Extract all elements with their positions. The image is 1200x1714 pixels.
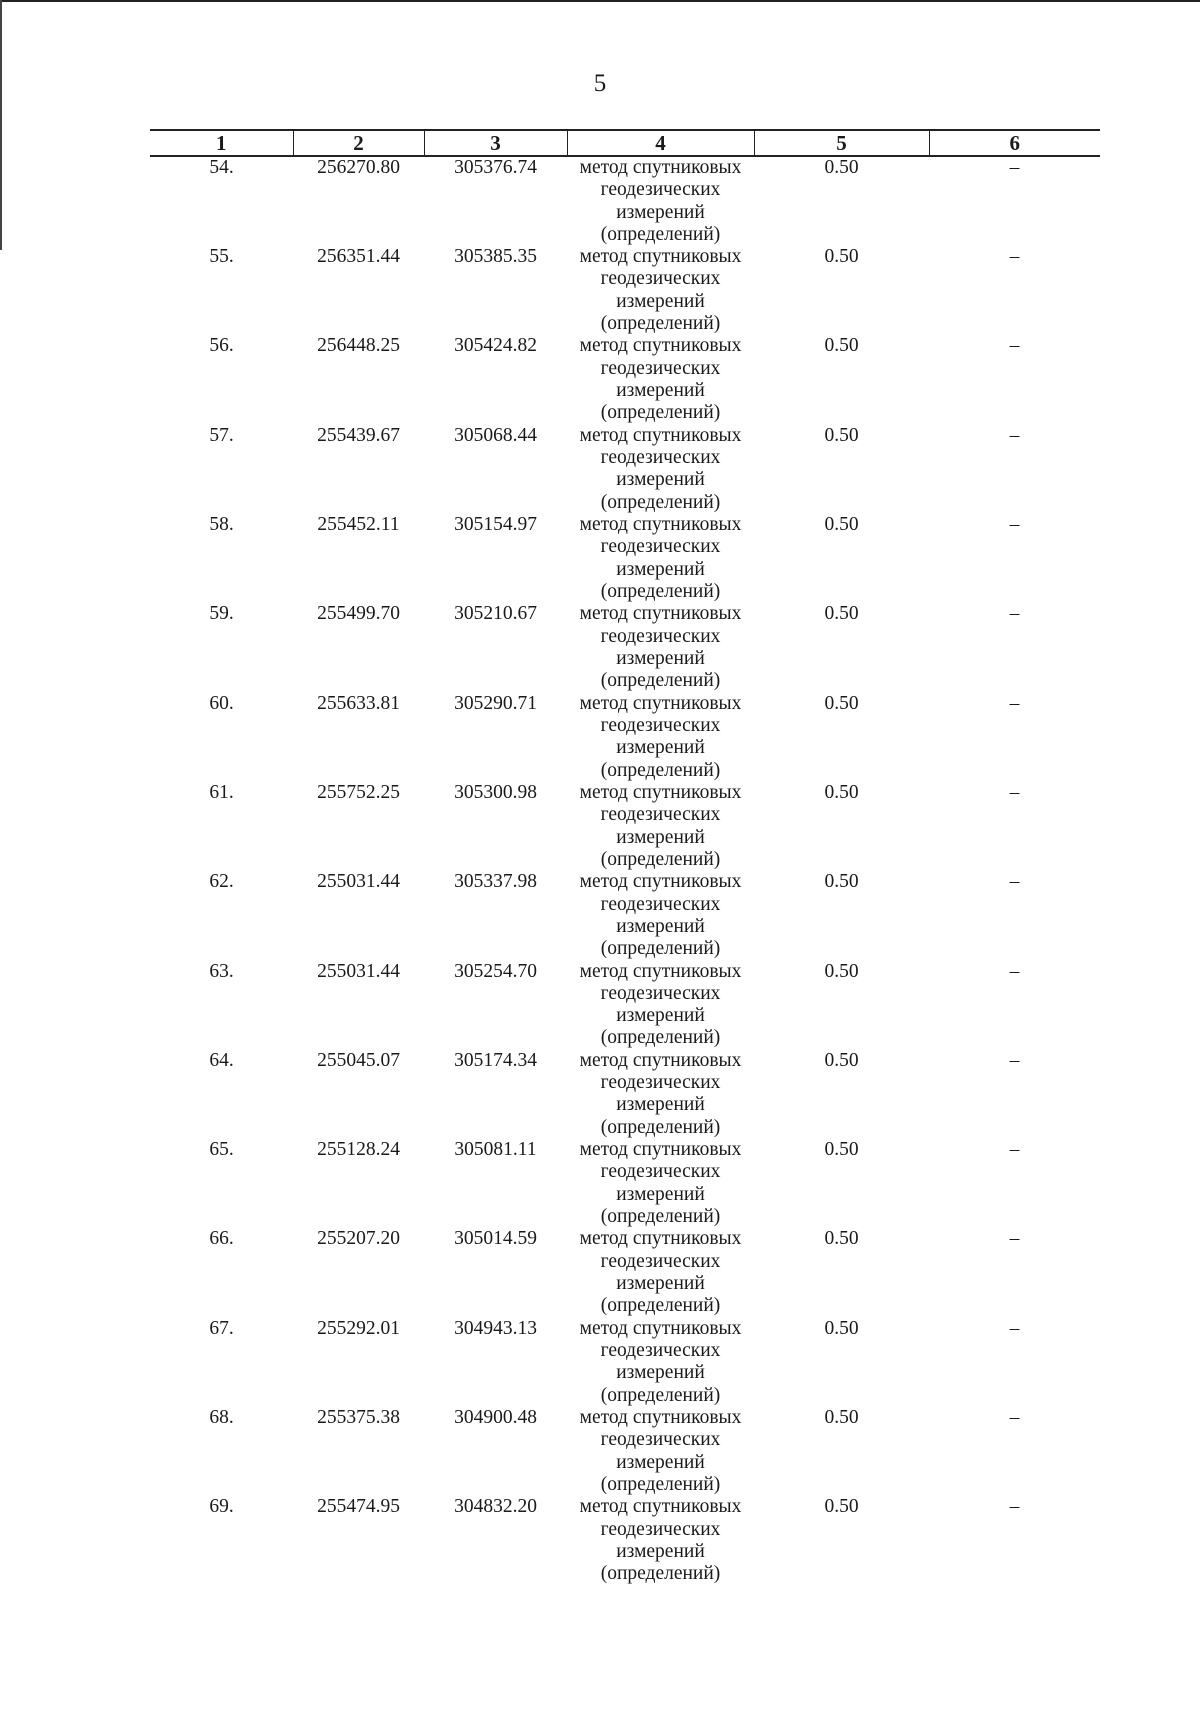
method-line: (определений) xyxy=(600,848,721,870)
y-coordinate-cell: 305385.35 xyxy=(454,246,537,268)
point-number-cell: 65. xyxy=(209,1139,234,1161)
method-line: (определений) xyxy=(600,1563,721,1585)
note-cell: – xyxy=(1009,1228,1020,1250)
method-line: измерений xyxy=(616,1005,705,1027)
method-line: (определений) xyxy=(600,670,721,692)
point-number-cell: 69. xyxy=(209,1496,234,1518)
note-cell: – xyxy=(1009,335,1020,357)
column-header-6: 6 xyxy=(929,130,1100,156)
accuracy-cell: 0.50 xyxy=(824,335,859,357)
note-cell: – xyxy=(1009,1496,1020,1518)
note-cell: – xyxy=(1009,1139,1020,1161)
table-row xyxy=(150,1139,1100,1228)
column-header-3: 3 xyxy=(424,130,567,156)
accuracy-cell: 0.50 xyxy=(824,781,859,803)
method-line: геодезических xyxy=(600,1429,721,1451)
method-cell xyxy=(567,871,754,960)
method-cell xyxy=(567,1496,754,1585)
method-cell xyxy=(567,156,754,246)
method-line: (определений) xyxy=(600,1116,721,1138)
x-coordinate-cell: 255031.44 xyxy=(317,960,400,982)
point-number-cell: 64. xyxy=(209,1049,234,1071)
method-line: метод спутниковых xyxy=(579,1228,742,1250)
method-cell xyxy=(567,693,754,782)
page-top-edge xyxy=(0,0,1200,2)
point-number-cell: 56. xyxy=(209,335,234,357)
point-number-cell: 54. xyxy=(209,157,234,178)
point-number-cell: 68. xyxy=(209,1407,234,1429)
point-number-cell: 62. xyxy=(209,871,234,893)
x-coordinate-cell: 255452.11 xyxy=(317,514,400,536)
table-row xyxy=(150,514,1100,603)
x-coordinate-cell: 255375.38 xyxy=(317,1407,400,1429)
table-header-row xyxy=(150,130,1100,156)
method-line: геодезических xyxy=(600,1518,721,1540)
coordinates-table xyxy=(150,129,1100,1586)
method-line: (определений) xyxy=(600,1473,721,1495)
accuracy-cell: 0.50 xyxy=(824,1139,859,1161)
accuracy-cell: 0.50 xyxy=(824,1317,859,1339)
method-line: геодезических xyxy=(600,179,721,201)
table-row xyxy=(150,1318,1100,1407)
point-number-cell: 57. xyxy=(209,424,234,446)
method-line: метод спутниковых xyxy=(579,1049,742,1071)
method-line: метод спутниковых xyxy=(579,1496,742,1518)
x-coordinate-cell: 256351.44 xyxy=(317,246,400,268)
page-number: 5 xyxy=(593,70,607,97)
table-row xyxy=(150,425,1100,514)
method-line: геодезических xyxy=(600,357,721,379)
x-coordinate-cell: 255474.95 xyxy=(317,1496,400,1518)
table-row xyxy=(150,1050,1100,1139)
x-coordinate-cell: 255128.24 xyxy=(317,1139,400,1161)
y-coordinate-cell: 304943.13 xyxy=(454,1317,537,1339)
method-cell xyxy=(567,1050,754,1139)
method-line: измерений xyxy=(616,1540,705,1562)
method-line: метод спутниковых xyxy=(579,1407,742,1429)
accuracy-cell: 0.50 xyxy=(824,603,859,625)
point-number-cell: 63. xyxy=(209,960,234,982)
method-line: метод спутниковых xyxy=(579,1139,742,1161)
y-coordinate-cell: 305300.98 xyxy=(454,781,537,803)
accuracy-cell: 0.50 xyxy=(824,871,859,893)
method-line: измерений xyxy=(616,290,705,312)
method-line: метод спутниковых xyxy=(579,603,742,625)
x-coordinate-cell: 255292.01 xyxy=(317,1317,400,1339)
table-row xyxy=(150,1496,1100,1585)
accuracy-cell: 0.50 xyxy=(824,157,859,178)
x-coordinate-cell: 255031.44 xyxy=(317,871,400,893)
method-cell xyxy=(567,425,754,514)
accuracy-cell: 0.50 xyxy=(824,1228,859,1250)
column-header-4: 4 xyxy=(567,130,754,156)
method-line: метод спутниковых xyxy=(579,692,742,714)
method-line: измерений xyxy=(616,558,705,580)
column-header-1: 1 xyxy=(150,130,293,156)
point-number-cell: 59. xyxy=(209,603,234,625)
method-line: (определений) xyxy=(600,759,721,781)
table-row xyxy=(150,1228,1100,1317)
note-cell: – xyxy=(1009,157,1020,178)
method-line: метод спутниковых xyxy=(579,514,742,536)
method-line: (определений) xyxy=(600,1206,721,1228)
table-row xyxy=(150,871,1100,960)
accuracy-cell: 0.50 xyxy=(824,514,859,536)
y-coordinate-cell: 304900.48 xyxy=(454,1407,537,1429)
x-coordinate-cell: 255633.81 xyxy=(317,692,400,714)
method-line: (определений) xyxy=(600,223,721,245)
point-number-cell: 58. xyxy=(209,514,234,536)
table-body xyxy=(150,156,1100,1586)
page-left-edge xyxy=(0,0,2,250)
method-line: метод спутниковых xyxy=(579,960,742,982)
point-number-cell: 55. xyxy=(209,246,234,268)
method-line: измерений xyxy=(616,1451,705,1473)
method-line: метод спутниковых xyxy=(579,1317,742,1339)
note-cell: – xyxy=(1009,1317,1020,1339)
method-line: измерений xyxy=(616,826,705,848)
method-line: метод спутниковых xyxy=(579,781,742,803)
accuracy-cell: 0.50 xyxy=(824,960,859,982)
method-line: геодезических xyxy=(600,893,721,915)
note-cell: – xyxy=(1009,781,1020,803)
method-line: измерений xyxy=(616,1273,705,1295)
point-number-cell: 67. xyxy=(209,1317,234,1339)
table-row xyxy=(150,156,1100,246)
method-cell xyxy=(567,246,754,335)
y-coordinate-cell: 305424.82 xyxy=(454,335,537,357)
note-cell: – xyxy=(1009,603,1020,625)
x-coordinate-cell: 255439.67 xyxy=(317,424,400,446)
method-line: измерений xyxy=(616,1094,705,1116)
method-line: (определений) xyxy=(600,491,721,513)
method-line: измерений xyxy=(616,380,705,402)
method-line: геодезических xyxy=(600,447,721,469)
method-line: геодезических xyxy=(600,1072,721,1094)
y-coordinate-cell: 305081.11 xyxy=(454,1139,537,1161)
accuracy-cell: 0.50 xyxy=(824,1407,859,1429)
note-cell: – xyxy=(1009,960,1020,982)
table-row xyxy=(150,693,1100,782)
method-line: измерений xyxy=(616,647,705,669)
note-cell: – xyxy=(1009,1407,1020,1429)
note-cell: – xyxy=(1009,246,1020,268)
y-coordinate-cell: 305014.59 xyxy=(454,1228,537,1250)
accuracy-cell: 0.50 xyxy=(824,1496,859,1518)
y-coordinate-cell: 305254.70 xyxy=(454,960,537,982)
table-row xyxy=(150,335,1100,424)
method-line: (определений) xyxy=(600,580,721,602)
method-cell xyxy=(567,1318,754,1407)
method-line: геодезических xyxy=(600,804,721,826)
y-coordinate-cell: 305290.71 xyxy=(454,692,537,714)
method-line: измерений xyxy=(616,915,705,937)
x-coordinate-cell: 256448.25 xyxy=(317,335,400,357)
point-number-cell: 60. xyxy=(209,692,234,714)
x-coordinate-cell: 256270.80 xyxy=(317,157,400,178)
method-line: геодезических xyxy=(600,1161,721,1183)
column-header-2: 2 xyxy=(293,130,424,156)
table-row xyxy=(150,1407,1100,1496)
method-line: измерений xyxy=(616,201,705,223)
method-line: геодезических xyxy=(600,1250,721,1272)
column-header-5: 5 xyxy=(754,130,929,156)
accuracy-cell: 0.50 xyxy=(824,246,859,268)
table-row xyxy=(150,961,1100,1050)
method-line: измерений xyxy=(616,1362,705,1384)
note-cell: – xyxy=(1009,871,1020,893)
method-cell xyxy=(567,335,754,424)
x-coordinate-cell: 255499.70 xyxy=(317,603,400,625)
method-cell xyxy=(567,1228,754,1317)
method-line: геодезических xyxy=(600,536,721,558)
y-coordinate-cell: 305376.74 xyxy=(454,157,537,178)
method-cell xyxy=(567,961,754,1050)
y-coordinate-cell: 305210.67 xyxy=(454,603,537,625)
method-line: измерений xyxy=(616,737,705,759)
method-line: геодезических xyxy=(600,714,721,736)
method-line: измерений xyxy=(616,469,705,491)
method-line: (определений) xyxy=(600,402,721,424)
table-row xyxy=(150,603,1100,692)
accuracy-cell: 0.50 xyxy=(824,424,859,446)
method-line: геодезических xyxy=(600,268,721,290)
method-line: геодезических xyxy=(600,625,721,647)
y-coordinate-cell: 304832.20 xyxy=(454,1496,537,1518)
y-coordinate-cell: 305154.97 xyxy=(454,514,537,536)
method-line: измерений xyxy=(616,1183,705,1205)
method-cell xyxy=(567,1139,754,1228)
method-cell xyxy=(567,603,754,692)
method-line: метод спутниковых xyxy=(579,335,742,357)
y-coordinate-cell: 305337.98 xyxy=(454,871,537,893)
x-coordinate-cell: 255752.25 xyxy=(317,781,400,803)
method-cell xyxy=(567,782,754,871)
note-cell: – xyxy=(1009,514,1020,536)
method-line: метод спутниковых xyxy=(579,871,742,893)
method-line: (определений) xyxy=(600,1384,721,1406)
note-cell: – xyxy=(1009,1049,1020,1071)
y-coordinate-cell: 305174.34 xyxy=(454,1049,537,1071)
method-line: геодезических xyxy=(600,1340,721,1362)
point-number-cell: 61. xyxy=(209,781,234,803)
note-cell: – xyxy=(1009,424,1020,446)
method-line: (определений) xyxy=(600,1295,721,1317)
method-cell xyxy=(567,514,754,603)
method-line: (определений) xyxy=(600,938,721,960)
table-row xyxy=(150,246,1100,335)
accuracy-cell: 0.50 xyxy=(824,1049,859,1071)
method-line: (определений) xyxy=(600,313,721,335)
note-cell: – xyxy=(1009,692,1020,714)
method-line: метод спутниковых xyxy=(579,246,742,268)
method-line: (определений) xyxy=(600,1027,721,1049)
point-number-cell: 66. xyxy=(209,1228,234,1250)
x-coordinate-cell: 255207.20 xyxy=(317,1228,400,1250)
method-cell xyxy=(567,1407,754,1496)
accuracy-cell: 0.50 xyxy=(824,692,859,714)
x-coordinate-cell: 255045.07 xyxy=(317,1049,400,1071)
method-line: метод спутниковых xyxy=(579,424,742,446)
table-row xyxy=(150,782,1100,871)
y-coordinate-cell: 305068.44 xyxy=(454,424,537,446)
method-line: метод спутниковых xyxy=(579,157,742,178)
method-line: геодезических xyxy=(600,982,721,1004)
